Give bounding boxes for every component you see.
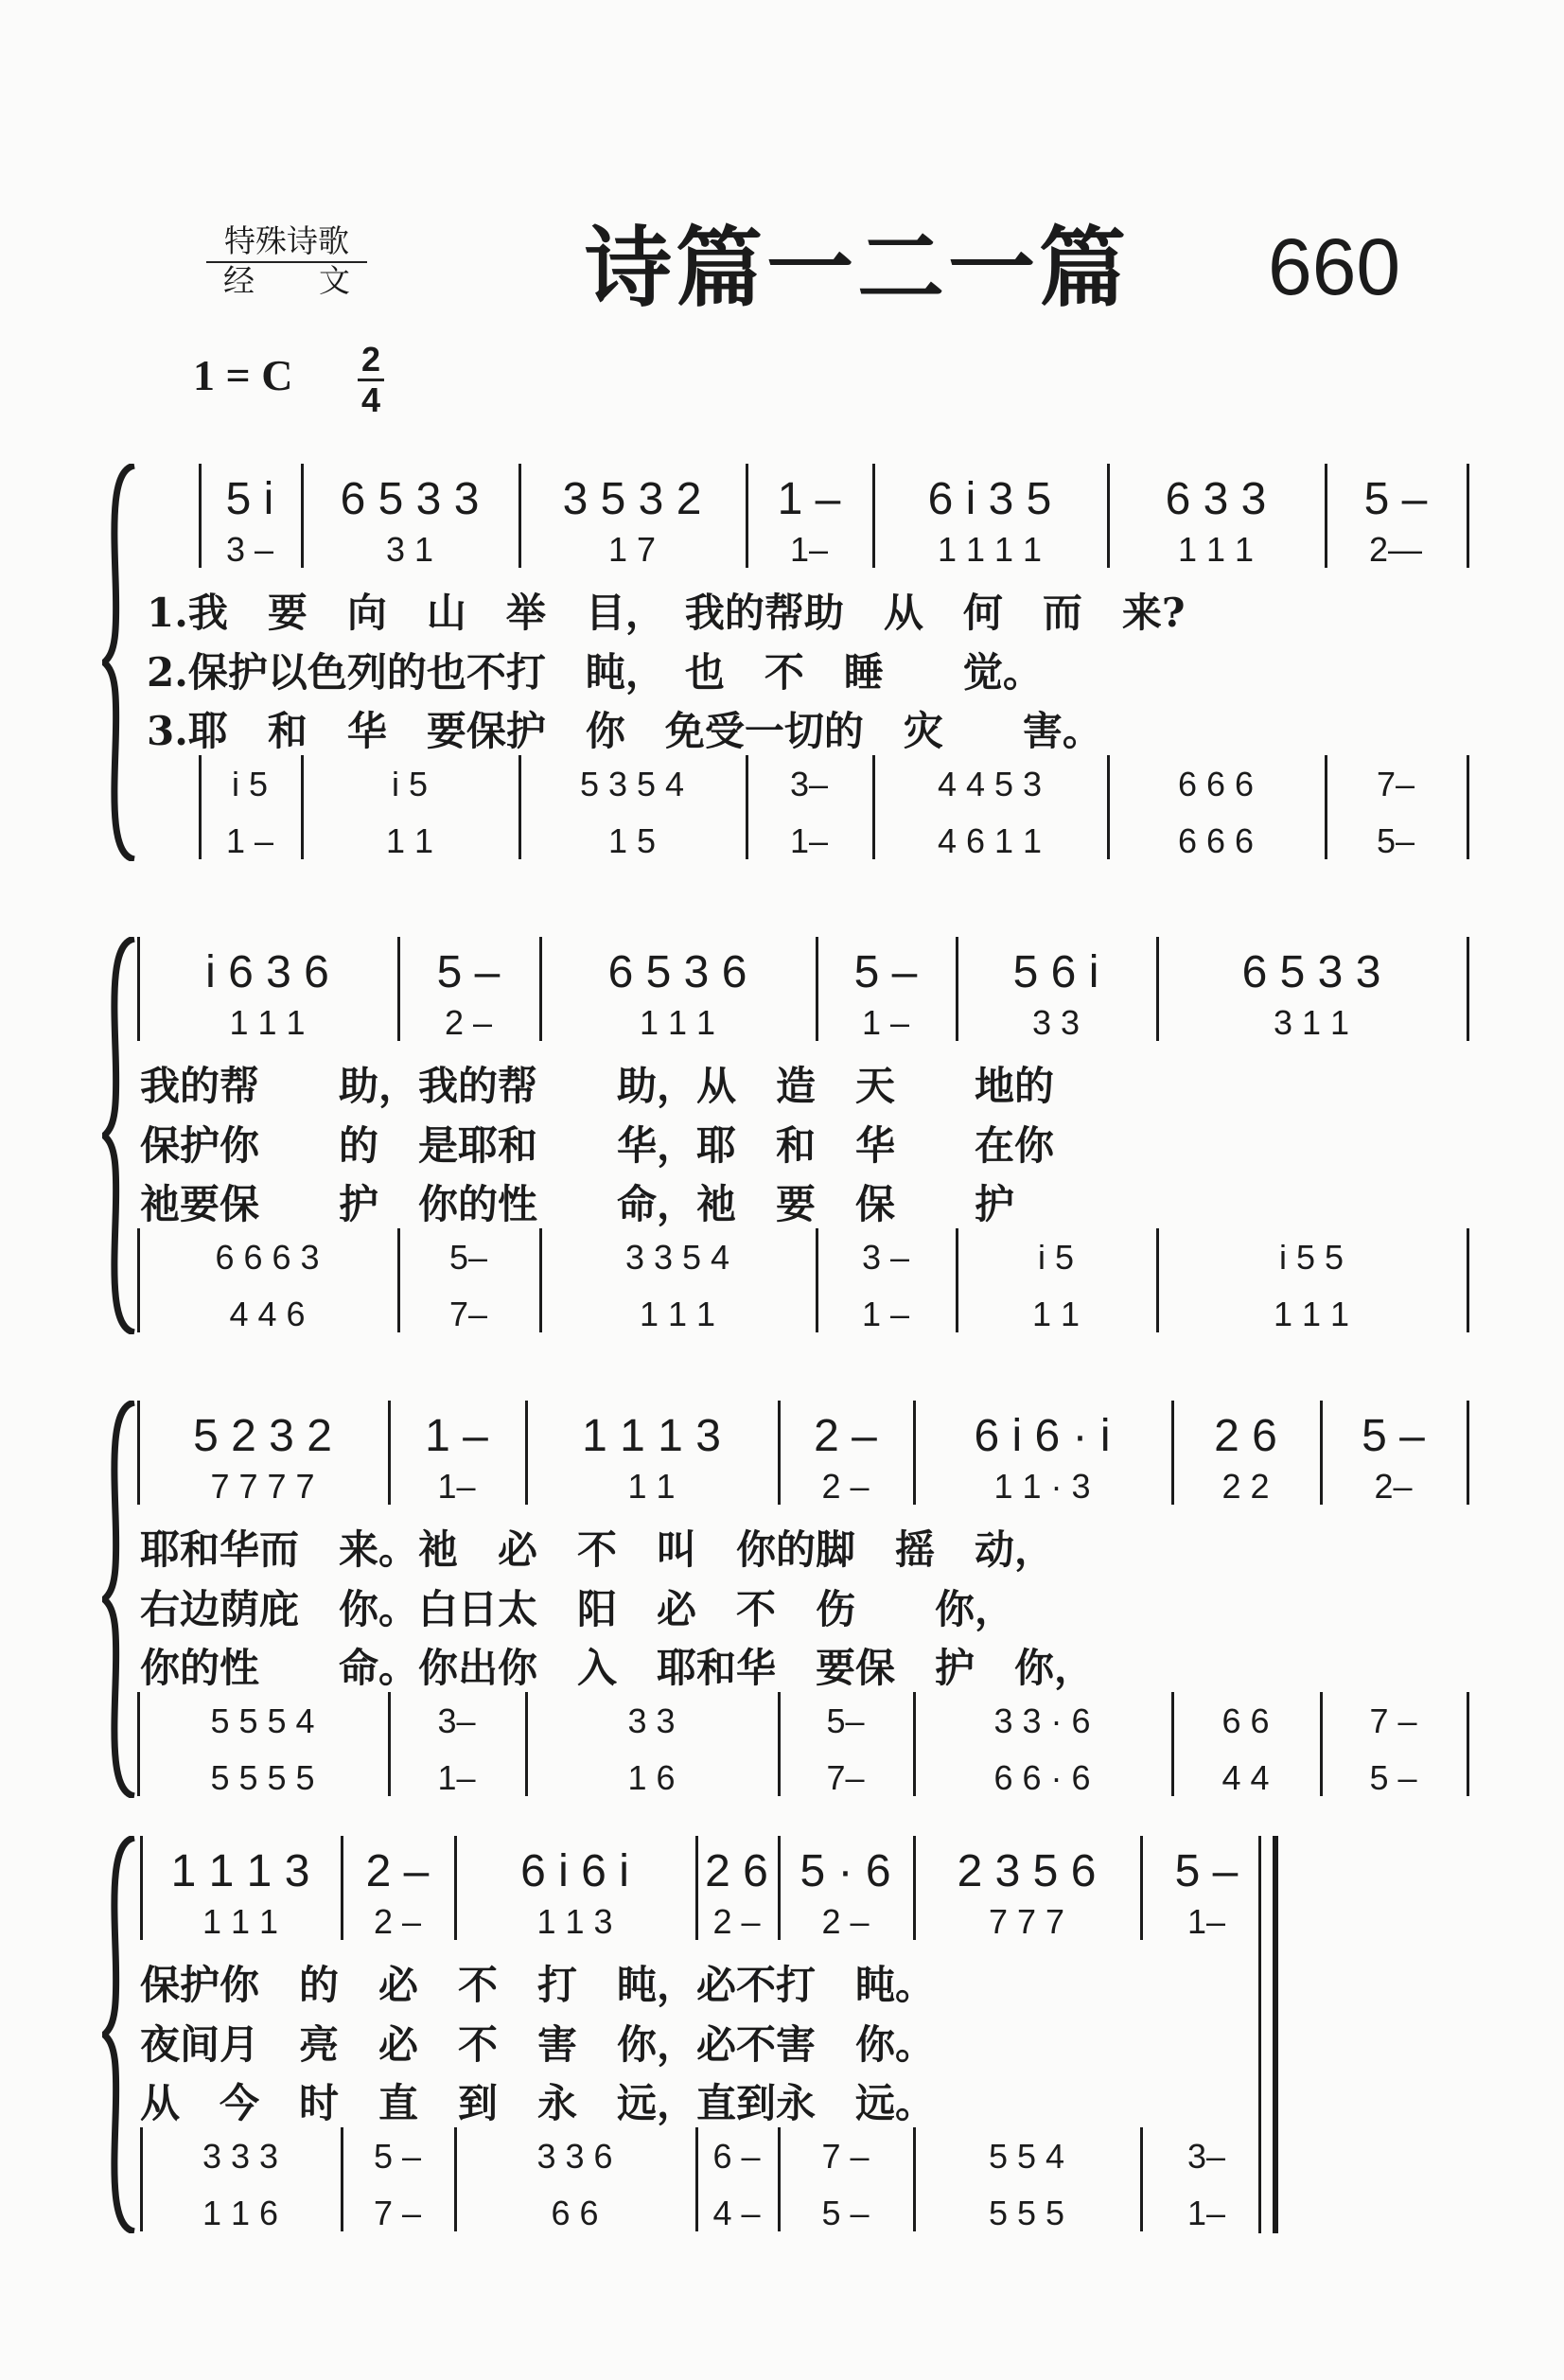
tenor-measure: 4 4 5 3	[937, 765, 1043, 803]
tenor-measure: 3 –	[861, 1238, 910, 1277]
alto-measure: 3 1 1	[1273, 1003, 1350, 1042]
soprano-measure: 6 5 3 3	[340, 474, 480, 524]
lyric-line-3: 祂要保 护 你的性 命，祂 要 保 护	[140, 1181, 1015, 1227]
alto-measure: 3 1	[385, 530, 434, 569]
lyric-line-2: 右边荫庇 你。白日太 阳 必 不 伤 你，	[140, 1586, 1015, 1632]
barline	[341, 1836, 343, 1940]
bass-measure: 5–	[1376, 821, 1415, 860]
barline	[746, 755, 748, 859]
tenor-measure: 5 –	[373, 2137, 422, 2176]
barline	[695, 2127, 698, 2231]
barline	[1156, 937, 1159, 1041]
system-1	[0, 464, 1564, 880]
soprano-measure: 1 1 1 3	[170, 1846, 310, 1896]
lyric-line-1: 耶和华而 来。祂 必 不 叫 你的脚 摇 动，	[140, 1526, 1055, 1573]
bass-measure: 1 1 1	[639, 1295, 716, 1333]
soprano-measure: 5 –	[853, 947, 918, 997]
bass-measure: 1–	[437, 1758, 476, 1797]
bass-measure: 4 4	[1221, 1758, 1270, 1797]
soprano-measure: 5 6 i	[1012, 947, 1099, 997]
tenor-measure: i 5	[1037, 1238, 1075, 1277]
alto-measure: 2 –	[444, 1003, 493, 1042]
soprano-measure: 5 2 3 2	[193, 1411, 332, 1461]
barline	[454, 1836, 457, 1940]
alto-measure: 1 –	[861, 1003, 910, 1042]
time-signature	[358, 340, 384, 419]
soprano-measure: 5 –	[436, 947, 501, 997]
tenor-measure: 6 6 6 3	[215, 1238, 320, 1277]
system-4	[0, 1836, 1564, 2252]
bass-measure: 1–	[1186, 2194, 1226, 2232]
tenor-measure: 7 –	[1369, 1701, 1417, 1740]
alto-measure: 1 1 1	[229, 1003, 306, 1042]
lyric-line-1: 保护你 的 必 不 打 盹，必不打 盹。	[140, 1962, 936, 2008]
tenor-measure: 3 3 · 6	[993, 1701, 1091, 1740]
barline	[1467, 1401, 1469, 1505]
lyric-line-1: 我的帮 助，我的帮 助，从 造 天 地的	[140, 1063, 1055, 1109]
tenor-measure: 7 –	[821, 2137, 870, 2176]
lyric-line-2: 夜间月 亮 必 不 害 你，必不害 你。	[140, 2021, 936, 2068]
hymn-title: 诗篇一二一篇	[585, 217, 1131, 319]
alto-measure: 3 –	[225, 530, 274, 569]
barline	[140, 2127, 143, 2231]
alto-measure: 1–	[789, 530, 829, 569]
alto-measure: 1 1 1	[639, 1003, 716, 1042]
barline	[140, 1836, 143, 1940]
tenor-measure: 6 –	[712, 2137, 761, 2176]
system-brace	[102, 464, 129, 861]
alto-measure: 1 1 3	[536, 1902, 613, 1941]
time-signature-top: 2	[360, 340, 381, 379]
barline	[388, 1692, 391, 1796]
tenor-measure: 5–	[448, 1238, 488, 1277]
alto-measure: 1 1 1	[202, 1902, 279, 1941]
system-brace	[102, 1836, 129, 2233]
tenor-measure: 3 3	[627, 1701, 676, 1740]
barline	[816, 937, 818, 1041]
barline	[454, 2127, 457, 2231]
system-brace	[102, 937, 129, 1334]
soprano-measure: 6 3 3	[1165, 474, 1267, 524]
barline	[1107, 464, 1110, 568]
tenor-measure: i 5	[231, 765, 269, 803]
barline	[137, 1692, 140, 1796]
category-line-2a: 经	[223, 262, 255, 299]
barline	[1140, 2127, 1143, 2231]
barline	[778, 1836, 781, 1940]
tenor-measure: 3 3 6	[536, 2137, 613, 2176]
barline	[1325, 464, 1327, 568]
bass-measure: 1 1	[385, 821, 434, 860]
bass-measure: 1–	[789, 821, 829, 860]
system-2	[0, 937, 1564, 1353]
barline	[913, 1401, 916, 1505]
bass-measure: 7–	[826, 1758, 865, 1797]
barline	[778, 2127, 781, 2231]
barline	[388, 1401, 391, 1505]
alto-measure: 7 7 7 7	[210, 1467, 315, 1506]
barline	[518, 755, 521, 859]
barline	[1320, 1401, 1323, 1505]
alto-measure: 7 7 7	[988, 1902, 1065, 1941]
barline	[1171, 1401, 1174, 1505]
tenor-measure: 3 3 3	[202, 2137, 279, 2176]
soprano-measure: 6 i 3 5	[927, 474, 1052, 524]
barline	[1320, 1692, 1323, 1796]
barline	[956, 1228, 958, 1332]
barline	[525, 1401, 528, 1505]
tenor-measure: i 5 5	[1278, 1238, 1344, 1277]
barline	[1467, 937, 1469, 1041]
soprano-measure: 6 5 3 6	[607, 947, 747, 997]
bass-measure: 1 1	[1031, 1295, 1081, 1333]
tenor-measure: 5 3 5 4	[579, 765, 685, 803]
tenor-measure: i 5	[391, 765, 429, 803]
bass-measure: 5 5 5 5	[210, 1758, 315, 1797]
barline	[956, 937, 958, 1041]
alto-measure: 2 –	[821, 1467, 870, 1506]
soprano-measure: 2 6	[705, 1846, 768, 1896]
barline	[397, 1228, 400, 1332]
alto-measure: 2—	[1368, 530, 1423, 569]
barline	[137, 937, 140, 1041]
barline	[1467, 1228, 1469, 1332]
barline	[872, 755, 875, 859]
soprano-measure: i 6 3 6	[205, 947, 329, 997]
bass-measure: 4 4 6	[229, 1295, 306, 1333]
barline	[1325, 755, 1327, 859]
tenor-measure: 5–	[826, 1701, 865, 1740]
tenor-measure: 3–	[437, 1701, 476, 1740]
tenor-measure: 5 5 4	[988, 2137, 1065, 2176]
barline	[872, 464, 875, 568]
barline	[913, 1836, 916, 1940]
hymn-number: 660	[1268, 222, 1401, 311]
tenor-measure: 5 5 5 4	[210, 1701, 315, 1740]
barline	[301, 464, 304, 568]
category-line-2b: 文	[319, 262, 350, 299]
barline	[778, 1401, 781, 1505]
soprano-measure: 1 1 1 3	[582, 1411, 721, 1461]
soprano-measure: 6 i 6 · i	[974, 1411, 1111, 1461]
alto-measure: 1 7	[607, 530, 657, 569]
bass-measure: 7–	[448, 1295, 488, 1333]
bass-measure: 5 –	[1369, 1758, 1417, 1797]
bass-measure: 5 –	[821, 2194, 870, 2232]
tenor-measure: 6 6 6	[1177, 765, 1255, 803]
tenor-measure: 3–	[1186, 2137, 1226, 2176]
soprano-measure: 1 –	[425, 1411, 488, 1461]
soprano-measure: 5 · 6	[800, 1846, 891, 1896]
soprano-measure: 2 –	[814, 1411, 877, 1461]
soprano-measure: 3 5 3 2	[562, 474, 702, 524]
alto-measure: 1 1	[627, 1467, 676, 1506]
lyric-line-3: 你的性 命。你出你 入 耶和华 要保 护 你，	[140, 1645, 1095, 1691]
barline	[539, 1228, 542, 1332]
category-line-1: 特殊诗歌	[206, 223, 367, 263]
system-3	[0, 1401, 1564, 1817]
tenor-measure: 3 3 5 4	[624, 1238, 730, 1277]
tenor-measure: 7–	[1376, 765, 1415, 803]
soprano-measure: 2 6	[1214, 1411, 1277, 1461]
alto-measure: 1 1 · 3	[993, 1467, 1091, 1506]
lyric-line-3: 从 今 时 直 到 永 远，直到永 远。	[140, 2080, 936, 2126]
alto-measure: 2–	[1374, 1467, 1413, 1506]
soprano-measure: 2 –	[365, 1846, 430, 1896]
alto-measure: 1 1 1 1	[937, 530, 1043, 569]
soprano-measure: 6 5 3 3	[1241, 947, 1381, 997]
barline	[199, 755, 202, 859]
alto-measure: 2 –	[373, 1902, 422, 1941]
soprano-measure: 5 –	[1363, 474, 1428, 524]
barline	[301, 755, 304, 859]
alto-measure: 2 –	[821, 1902, 870, 1941]
time-signature-bottom: 4	[360, 380, 381, 419]
bass-measure: 1 6	[627, 1758, 676, 1797]
lyric-line-2: 2.保护以色列的也不打 盹， 也 不 睡 觉。	[147, 649, 1043, 696]
key-signature: 1 = C	[193, 351, 293, 399]
soprano-measure: 5 –	[1174, 1846, 1239, 1896]
barline	[1171, 1692, 1174, 1796]
barline	[525, 1692, 528, 1796]
barline	[816, 1228, 818, 1332]
alto-measure: 1–	[1186, 1902, 1226, 1941]
bass-measure: 6 6	[551, 2194, 599, 2232]
barline	[1107, 755, 1110, 859]
barline	[397, 937, 400, 1041]
tenor-measure: 3–	[789, 765, 829, 803]
barline	[695, 1836, 698, 1940]
alto-measure: 2 2	[1221, 1467, 1270, 1506]
lyric-line-1: 1.我 要 向 山 举 目， 我的帮助 从 何 而 来?	[147, 590, 1186, 636]
bass-measure: 7 –	[373, 2194, 422, 2232]
alto-measure: 1–	[437, 1467, 476, 1506]
barline	[1467, 755, 1469, 859]
barline	[341, 2127, 343, 2231]
barline	[1467, 1692, 1469, 1796]
bass-measure: 1 5	[607, 821, 657, 860]
barline	[913, 1692, 916, 1796]
soprano-measure: 1 –	[777, 474, 841, 524]
bass-measure: 6 6 · 6	[993, 1758, 1091, 1797]
soprano-measure: 5 i	[225, 474, 274, 524]
bass-measure: 1 1 6	[202, 2194, 279, 2232]
barline	[746, 464, 748, 568]
alto-measure: 1 1 1	[1177, 530, 1255, 569]
alto-measure: 3 3	[1031, 1003, 1081, 1042]
alto-measure: 2 –	[712, 1902, 761, 1941]
bass-measure: 4 –	[712, 2194, 761, 2232]
bass-measure: 1 –	[861, 1295, 910, 1333]
barline	[539, 937, 542, 1041]
bass-measure: 1 1 1	[1273, 1295, 1350, 1333]
soprano-measure: 5 –	[1362, 1411, 1425, 1461]
bass-measure: 1 –	[225, 821, 274, 860]
barline	[1467, 464, 1469, 568]
lyric-line-3: 3.耶 和 华 要保护 你 免受一切的 灾 害。	[147, 708, 1102, 754]
barline	[137, 1401, 140, 1505]
bass-measure: 4 6 1 1	[937, 821, 1043, 860]
soprano-measure: 6 i 6 i	[520, 1846, 629, 1896]
barline	[778, 1692, 781, 1796]
barline	[1140, 1836, 1143, 1940]
bass-measure: 5 5 5	[988, 2194, 1065, 2232]
barline	[137, 1228, 140, 1332]
barline	[913, 2127, 916, 2231]
barline	[518, 464, 521, 568]
barline	[1156, 1228, 1159, 1332]
barline	[199, 464, 202, 568]
soprano-measure: 2 3 5 6	[957, 1846, 1097, 1896]
tenor-measure: 6 6	[1221, 1701, 1270, 1740]
lyric-line-2: 保护你 的 是耶和 华，耶 和 华 在你	[140, 1122, 1055, 1169]
category-label	[206, 223, 367, 299]
system-brace	[102, 1401, 129, 1798]
bass-measure: 6 6 6	[1177, 821, 1255, 860]
